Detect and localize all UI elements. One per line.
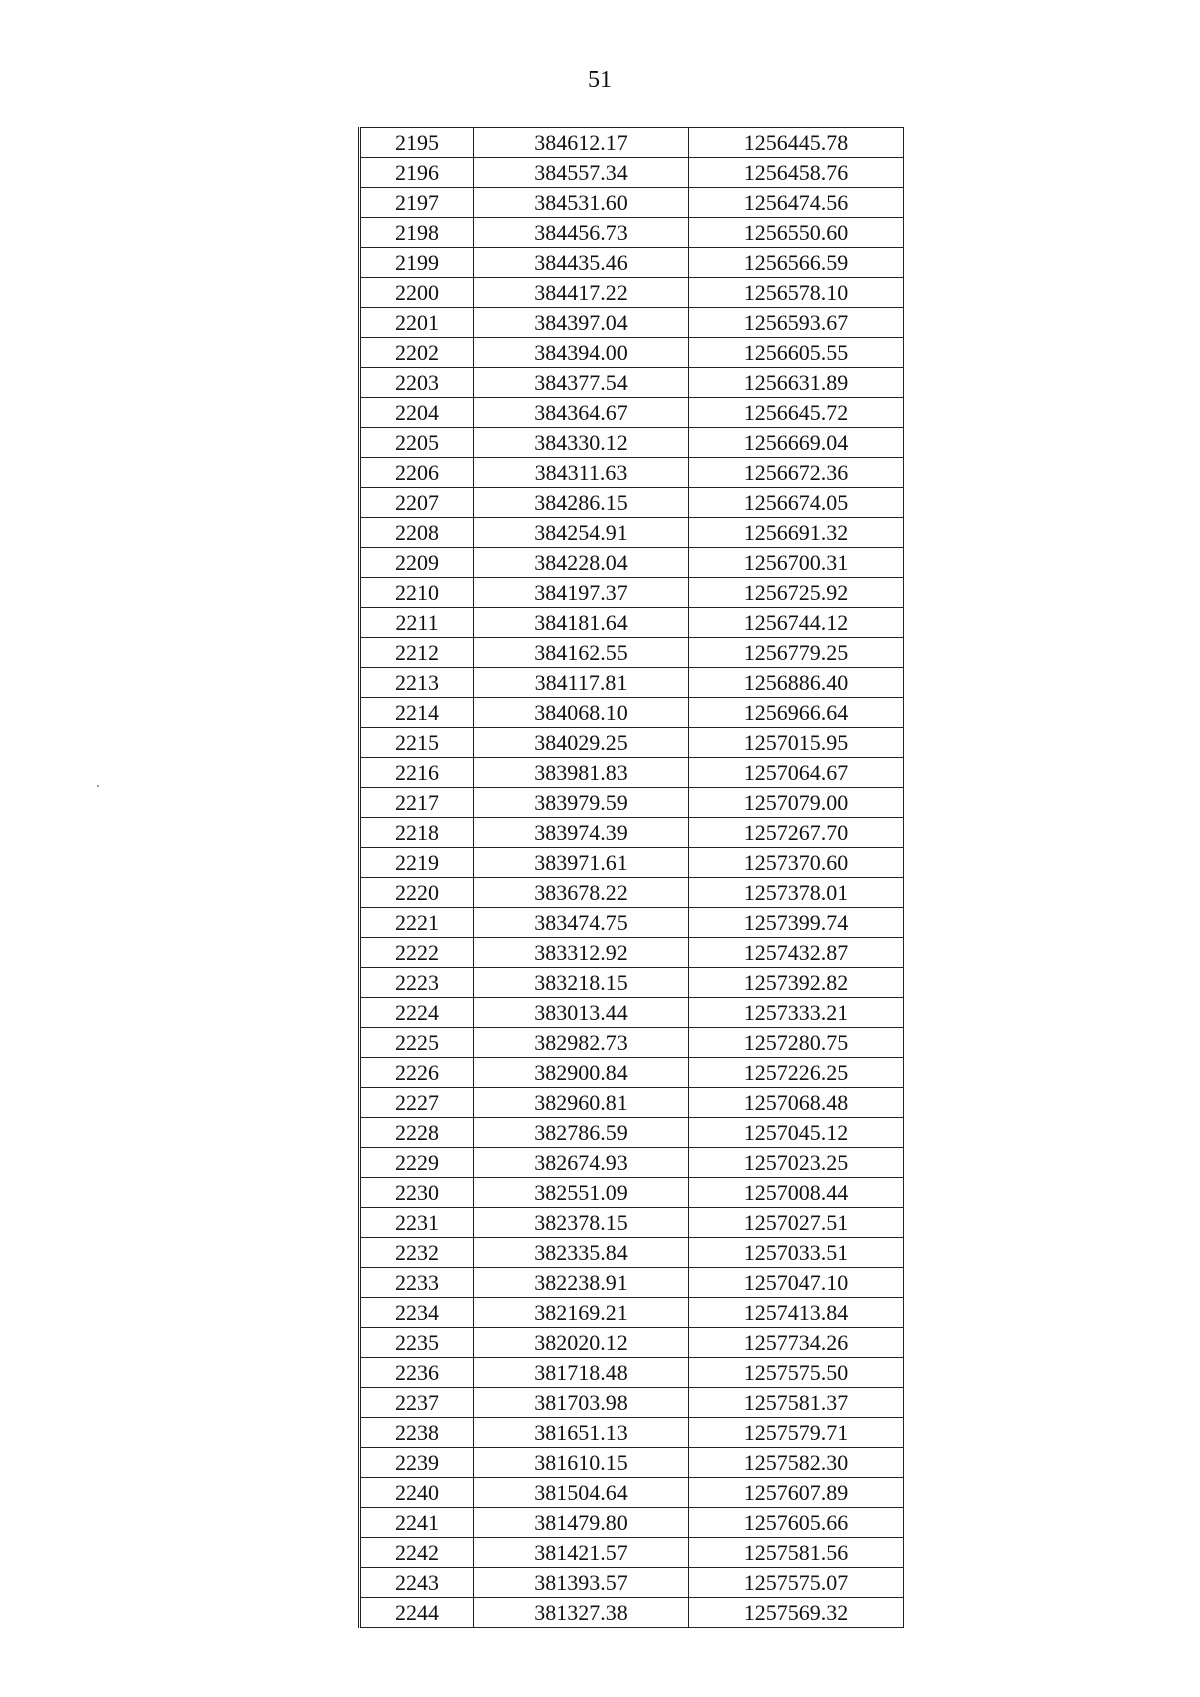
y-coordinate-cell: 1257079.00	[689, 788, 904, 818]
y-coordinate-cell: 1257399.74	[689, 908, 904, 938]
y-coordinate-cell: 1256672.36	[689, 458, 904, 488]
x-coordinate-cell: 384254.91	[474, 518, 689, 548]
x-coordinate-cell: 381479.80	[474, 1508, 689, 1538]
point-number-cell: 2204	[360, 398, 474, 428]
x-coordinate-cell: 382551.09	[474, 1178, 689, 1208]
x-coordinate-cell: 381718.48	[474, 1358, 689, 1388]
y-coordinate-cell: 1257378.01	[689, 878, 904, 908]
x-coordinate-cell: 381421.57	[474, 1538, 689, 1568]
page-number: 51	[588, 67, 612, 93]
x-coordinate-cell: 382982.73	[474, 1028, 689, 1058]
point-number-cell: 2218	[360, 818, 474, 848]
point-number-cell: 2205	[360, 428, 474, 458]
table-row	[360, 1148, 904, 1178]
point-number-cell: 2198	[360, 218, 474, 248]
x-coordinate-cell: 384531.60	[474, 188, 689, 218]
y-coordinate-cell: 1257045.12	[689, 1118, 904, 1148]
table-row	[360, 248, 904, 278]
point-number-cell: 2211	[360, 608, 474, 638]
x-coordinate-cell: 384117.81	[474, 668, 689, 698]
point-number-cell: 2228	[360, 1118, 474, 1148]
table-row	[360, 998, 904, 1028]
x-coordinate-cell: 383013.44	[474, 998, 689, 1028]
y-coordinate-cell: 1256578.10	[689, 278, 904, 308]
table-row	[360, 1118, 904, 1148]
table-row	[360, 938, 904, 968]
y-coordinate-cell: 1256674.05	[689, 488, 904, 518]
x-coordinate-cell: 383974.39	[474, 818, 689, 848]
point-number-cell: 2237	[360, 1388, 474, 1418]
y-coordinate-cell: 1256593.67	[689, 308, 904, 338]
y-coordinate-cell: 1256744.12	[689, 608, 904, 638]
point-number-cell: 2231	[360, 1208, 474, 1238]
point-number-cell: 2244	[360, 1598, 474, 1628]
x-coordinate-cell: 382020.12	[474, 1328, 689, 1358]
table-row	[360, 458, 904, 488]
table-row	[360, 1298, 904, 1328]
point-number-cell: 2233	[360, 1268, 474, 1298]
y-coordinate-cell: 1257015.95	[689, 728, 904, 758]
table-row	[360, 1028, 904, 1058]
y-coordinate-cell: 1257280.75	[689, 1028, 904, 1058]
x-coordinate-cell: 384377.54	[474, 368, 689, 398]
y-coordinate-cell: 1256566.59	[689, 248, 904, 278]
x-coordinate-cell: 381703.98	[474, 1388, 689, 1418]
table-row	[360, 1418, 904, 1448]
table-row	[360, 368, 904, 398]
y-coordinate-cell: 1257569.32	[689, 1598, 904, 1628]
point-number-cell: 2209	[360, 548, 474, 578]
y-coordinate-cell: 1256691.32	[689, 518, 904, 548]
point-number-cell: 2217	[360, 788, 474, 818]
point-number-cell: 2213	[360, 668, 474, 698]
table-row	[360, 638, 904, 668]
table-row	[360, 818, 904, 848]
y-coordinate-cell: 1257023.25	[689, 1148, 904, 1178]
y-coordinate-cell: 1257064.67	[689, 758, 904, 788]
table-row	[360, 1388, 904, 1418]
table-row	[360, 608, 904, 638]
y-coordinate-cell: 1257581.56	[689, 1538, 904, 1568]
x-coordinate-cell: 384029.25	[474, 728, 689, 758]
x-coordinate-cell: 381393.57	[474, 1568, 689, 1598]
x-coordinate-cell: 382378.15	[474, 1208, 689, 1238]
y-coordinate-cell: 1257392.82	[689, 968, 904, 998]
x-coordinate-cell: 382238.91	[474, 1268, 689, 1298]
point-number-cell: 2230	[360, 1178, 474, 1208]
point-number-cell: 2235	[360, 1328, 474, 1358]
x-coordinate-cell: 382335.84	[474, 1238, 689, 1268]
point-number-cell: 2240	[360, 1478, 474, 1508]
table-row	[360, 128, 904, 158]
y-coordinate-cell: 1256700.31	[689, 548, 904, 578]
table-row	[360, 1208, 904, 1238]
y-coordinate-cell: 1256445.78	[689, 128, 904, 158]
y-coordinate-cell: 1257734.26	[689, 1328, 904, 1358]
y-coordinate-cell: 1257579.71	[689, 1418, 904, 1448]
table-row	[360, 1478, 904, 1508]
point-number-cell: 2215	[360, 728, 474, 758]
point-number-cell: 2229	[360, 1148, 474, 1178]
table-row	[360, 428, 904, 458]
table-row	[360, 1508, 904, 1538]
point-number-cell: 2206	[360, 458, 474, 488]
y-coordinate-cell: 1257582.30	[689, 1448, 904, 1478]
x-coordinate-cell: 383218.15	[474, 968, 689, 998]
point-number-cell: 2214	[360, 698, 474, 728]
y-coordinate-cell: 1256779.25	[689, 638, 904, 668]
point-number-cell: 2232	[360, 1238, 474, 1268]
table-row	[360, 188, 904, 218]
point-number-cell: 2241	[360, 1508, 474, 1538]
x-coordinate-cell: 384456.73	[474, 218, 689, 248]
x-coordinate-cell: 381504.64	[474, 1478, 689, 1508]
scan-speck	[97, 785, 99, 787]
table-row	[360, 578, 904, 608]
point-number-cell: 2220	[360, 878, 474, 908]
table-row	[360, 878, 904, 908]
table-row	[360, 908, 904, 938]
x-coordinate-cell: 382674.93	[474, 1148, 689, 1178]
table-row	[360, 1238, 904, 1268]
y-coordinate-cell: 1256458.76	[689, 158, 904, 188]
point-number-cell: 2199	[360, 248, 474, 278]
point-number-cell: 2195	[360, 128, 474, 158]
x-coordinate-cell: 384394.00	[474, 338, 689, 368]
point-number-cell: 2197	[360, 188, 474, 218]
table-row	[360, 1538, 904, 1568]
y-coordinate-cell: 1256725.92	[689, 578, 904, 608]
y-coordinate-cell: 1256669.04	[689, 428, 904, 458]
x-coordinate-cell: 384311.63	[474, 458, 689, 488]
table-row	[360, 158, 904, 188]
x-coordinate-cell: 384181.64	[474, 608, 689, 638]
x-coordinate-cell: 384162.55	[474, 638, 689, 668]
x-coordinate-cell: 382900.84	[474, 1058, 689, 1088]
y-coordinate-cell: 1256966.64	[689, 698, 904, 728]
y-coordinate-cell: 1257413.84	[689, 1298, 904, 1328]
x-coordinate-cell: 381651.13	[474, 1418, 689, 1448]
table-row	[360, 1178, 904, 1208]
x-coordinate-cell: 384417.22	[474, 278, 689, 308]
point-number-cell: 2221	[360, 908, 474, 938]
table-row	[360, 338, 904, 368]
x-coordinate-cell: 383981.83	[474, 758, 689, 788]
y-coordinate-cell: 1257605.66	[689, 1508, 904, 1538]
x-coordinate-cell: 384228.04	[474, 548, 689, 578]
table-row	[360, 1358, 904, 1388]
x-coordinate-cell: 383474.75	[474, 908, 689, 938]
table-row	[360, 1568, 904, 1598]
y-coordinate-cell: 1256474.56	[689, 188, 904, 218]
table-row	[360, 308, 904, 338]
y-coordinate-cell: 1257575.07	[689, 1568, 904, 1598]
x-coordinate-cell: 382960.81	[474, 1088, 689, 1118]
point-number-cell: 2202	[360, 338, 474, 368]
x-coordinate-cell: 381610.15	[474, 1448, 689, 1478]
x-coordinate-cell: 384197.37	[474, 578, 689, 608]
coordinates-table	[358, 127, 904, 1628]
point-number-cell: 2239	[360, 1448, 474, 1478]
table-row	[360, 1448, 904, 1478]
y-coordinate-cell: 1256605.55	[689, 338, 904, 368]
y-coordinate-cell: 1257432.87	[689, 938, 904, 968]
x-coordinate-cell: 384397.04	[474, 308, 689, 338]
point-number-cell: 2242	[360, 1538, 474, 1568]
x-coordinate-cell: 382169.21	[474, 1298, 689, 1328]
point-number-cell: 2227	[360, 1088, 474, 1118]
point-number-cell: 2222	[360, 938, 474, 968]
y-coordinate-cell: 1257047.10	[689, 1268, 904, 1298]
y-coordinate-cell: 1257068.48	[689, 1088, 904, 1118]
table-row	[360, 398, 904, 428]
x-coordinate-cell: 384435.46	[474, 248, 689, 278]
y-coordinate-cell: 1257226.25	[689, 1058, 904, 1088]
point-number-cell: 2201	[360, 308, 474, 338]
table-row	[360, 518, 904, 548]
point-number-cell: 2207	[360, 488, 474, 518]
point-number-cell: 2236	[360, 1358, 474, 1388]
table-row	[360, 758, 904, 788]
table-row	[360, 848, 904, 878]
y-coordinate-cell: 1257033.51	[689, 1238, 904, 1268]
y-coordinate-cell: 1257370.60	[689, 848, 904, 878]
x-coordinate-cell: 384286.15	[474, 488, 689, 518]
x-coordinate-cell: 383312.92	[474, 938, 689, 968]
y-coordinate-cell: 1257008.44	[689, 1178, 904, 1208]
table-row	[360, 1058, 904, 1088]
x-coordinate-cell: 384557.34	[474, 158, 689, 188]
table-row	[360, 728, 904, 758]
x-coordinate-cell: 384068.10	[474, 698, 689, 728]
x-coordinate-cell: 384330.12	[474, 428, 689, 458]
x-coordinate-cell: 382786.59	[474, 1118, 689, 1148]
y-coordinate-cell: 1256631.89	[689, 368, 904, 398]
table-row	[360, 278, 904, 308]
y-coordinate-cell: 1256645.72	[689, 398, 904, 428]
table-row	[360, 1268, 904, 1298]
point-number-cell: 2210	[360, 578, 474, 608]
point-number-cell: 2223	[360, 968, 474, 998]
point-number-cell: 2216	[360, 758, 474, 788]
point-number-cell: 2243	[360, 1568, 474, 1598]
table-row	[360, 968, 904, 998]
y-coordinate-cell: 1257581.37	[689, 1388, 904, 1418]
table-row	[360, 668, 904, 698]
table-row	[360, 488, 904, 518]
table-row	[360, 218, 904, 248]
point-number-cell: 2238	[360, 1418, 474, 1448]
point-number-cell: 2212	[360, 638, 474, 668]
y-coordinate-cell: 1256886.40	[689, 668, 904, 698]
table-row	[360, 1328, 904, 1358]
x-coordinate-cell: 383979.59	[474, 788, 689, 818]
table-row	[360, 698, 904, 728]
y-coordinate-cell: 1256550.60	[689, 218, 904, 248]
table-row	[360, 788, 904, 818]
y-coordinate-cell: 1257575.50	[689, 1358, 904, 1388]
x-coordinate-cell: 384612.17	[474, 128, 689, 158]
point-number-cell: 2226	[360, 1058, 474, 1088]
y-coordinate-cell: 1257607.89	[689, 1478, 904, 1508]
point-number-cell: 2196	[360, 158, 474, 188]
table-row	[360, 1088, 904, 1118]
table-row	[360, 548, 904, 578]
point-number-cell: 2208	[360, 518, 474, 548]
point-number-cell: 2219	[360, 848, 474, 878]
point-number-cell: 2200	[360, 278, 474, 308]
x-coordinate-cell: 383971.61	[474, 848, 689, 878]
point-number-cell: 2234	[360, 1298, 474, 1328]
y-coordinate-cell: 1257267.70	[689, 818, 904, 848]
point-number-cell: 2203	[360, 368, 474, 398]
point-number-cell: 2225	[360, 1028, 474, 1058]
point-number-cell: 2224	[360, 998, 474, 1028]
y-coordinate-cell: 1257027.51	[689, 1208, 904, 1238]
table-row	[360, 1598, 904, 1628]
x-coordinate-cell: 383678.22	[474, 878, 689, 908]
coordinates-table-body	[360, 128, 904, 1628]
x-coordinate-cell: 384364.67	[474, 398, 689, 428]
x-coordinate-cell: 381327.38	[474, 1598, 689, 1628]
y-coordinate-cell: 1257333.21	[689, 998, 904, 1028]
